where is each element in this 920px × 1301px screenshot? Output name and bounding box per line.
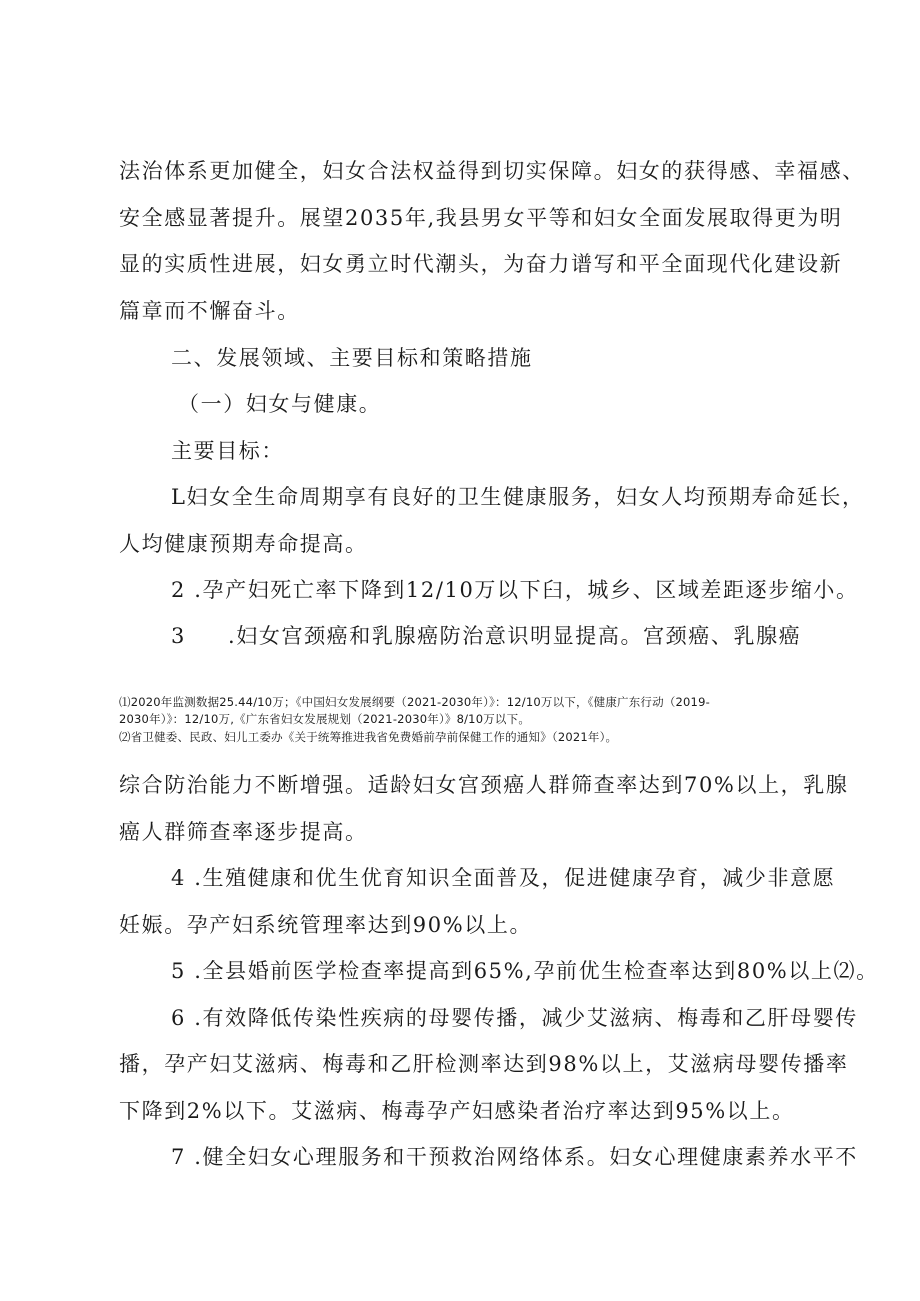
subsection-heading: （一）妇女与健康。 [178, 392, 382, 416]
body-line: 法治体系更加健全，妇女合法权益得到切实保障。妇女的获得感、幸福感、 [119, 159, 865, 183]
goal-item-6-cont: 下降到2%以下。艾滋病、梅毒孕产妇感染者治疗率达到95%以上。 [119, 1099, 795, 1123]
goal-item-3: .妇女宫颈癌和乳腺癌防治意识明显提高。宫颈癌、乳腺癌 [228, 624, 802, 648]
goal-item-6: 6 .有效降低传染性疾病的母婴传播，减少艾滋病、梅毒和乙肝母婴传 [171, 1006, 858, 1030]
goal-item-5: 5 .全县婚前医学检查率提高到65%,孕前优生检查率达到80%以上⑵。 [171, 959, 879, 983]
goal-item-6-cont: 播，孕产妇艾滋病、梅毒和乙肝检测率达到98%以上，艾滋病母婴传播率 [119, 1052, 849, 1076]
goal-item-2: 2 .孕产妇死亡率下降到12/10万以下臼，城乡、区域差距逐步缩小。 [171, 578, 859, 602]
body-line: 显的实质性进展，妇女勇立时代潮头，为奋力谱写和平全面现代化建设新 [119, 252, 843, 276]
goal-item-1: L妇女全生命周期享有良好的卫生健康服务，妇女人均预期寿命延长， [171, 485, 865, 509]
footnote-2: ⑵省卫健委、民政、妇儿工委办《关于统筹推进我省免费婚前孕前保健工作的通知》（2021年）。 [119, 730, 618, 744]
body-line: 安全感显著提升。展望2035年,我县男女平等和妇女全面发展取得更为明 [119, 206, 843, 230]
goal-item-1-cont: 人均健康预期寿命提高。 [119, 532, 368, 556]
goal-item-4-cont: 妊娠。孕产妇系统管理率达到90%以上。 [119, 913, 533, 937]
body-line: 综合防治能力不断增强。适龄妇女宫颈癌人群筛查率达到70%以上，乳腺 [119, 773, 849, 797]
section-heading: 二、发展领域、主要目标和策略措施 [171, 346, 533, 370]
footnote-1: ⑴2020年监测数据25.44/10万；《中国妇女发展纲要（2021-2030年）》：12/10万以下，《健康广东行动（2019- [119, 695, 710, 709]
goal-item-7: 7 .健全妇女心理服务和干预救治网络体系。妇女心理健康素养水平不 [171, 1145, 858, 1169]
goals-label: 主要目标： [171, 439, 284, 463]
goal-item-3-number: 3 [171, 624, 186, 648]
body-line: 篇章而不懈奋斗。 [119, 299, 300, 323]
body-line: 癌人群筛查率逐步提高。 [119, 820, 368, 844]
footnote-1-cont: 2030年）》：12/10万,《广东省妇女发展规划（2021-2030年）》8/10万以下。 [119, 712, 531, 726]
goal-item-4: 4 .生殖健康和优生优育知识全面普及，促进健康孕育，减少非意愿 [171, 866, 836, 890]
